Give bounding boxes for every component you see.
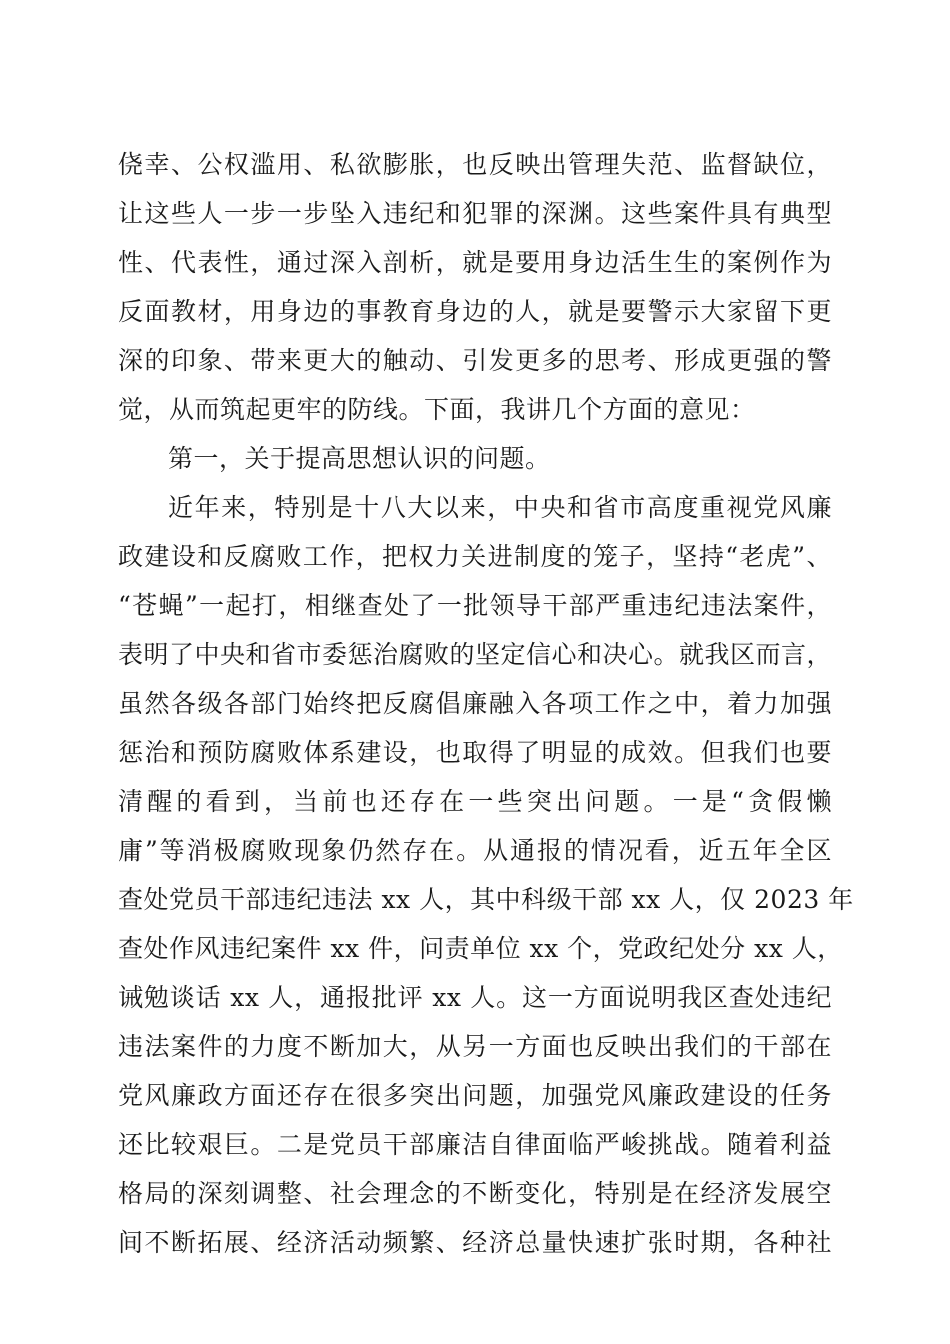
text-line: 让这些人一步一步坠入违纪和犯罪的深渊。这些案件具有典型 — [118, 199, 832, 228]
text-line: 格局的深刻调整、社会理念的不断变化，特别是在经济发展空 — [118, 1179, 832, 1208]
text-line: 侥幸、公权滥用、私欲膨胀，也反映出管理失范、监督缺位， — [118, 150, 832, 179]
text-line: 觉，从而筑起更牢的防线。下面，我讲几个方面的意见： — [118, 395, 756, 424]
text-line: 虽然各级各部门始终把反腐倡廉融入各项工作之中，着力加强 — [118, 689, 832, 718]
section-heading: 第一，关于提高思想认识的问题。 — [168, 444, 551, 473]
text-line: 惩治和预防腐败体系建设，也取得了明显的成效。但我们也要 — [118, 738, 832, 767]
text-line: 政建设和反腐败工作，把权力关进制度的笼子，坚持“老虎”、 — [118, 542, 832, 571]
text-line: 反面教材，用身边的事教育身边的人，就是要警示大家留下更 — [118, 297, 832, 326]
text-line: 查处作风违纪案件 xx 件，问责单位 xx 个，党政纪处分 xx 人， — [118, 934, 843, 963]
text-line: 深的印象、带来更大的触动、引发更多的思考、形成更强的警 — [118, 346, 832, 375]
text-line: 性、代表性，通过深入剖析，就是要用身边活生生的案例作为 — [118, 248, 832, 277]
text-line: 查处党员干部违纪违法 xx 人，其中科级干部 xx 人，仅 2023 年 — [118, 885, 854, 914]
text-line: 清醒的看到，当前也还存在一些突出问题。一是“贪假懒 — [118, 787, 832, 816]
text-line: “苍蝇”一起打，相继查处了一批领导干部严重违纪违法案件， — [118, 591, 832, 620]
text-line: 近年来，特别是十八大以来，中央和省市高度重视党风廉 — [168, 493, 832, 522]
text-line: 诫勉谈话 xx 人，通报批评 xx 人。这一方面说明我区查处违纪 — [118, 983, 832, 1012]
text-line: 表明了中央和省市委惩治腐败的坚定信心和决心。就我区而言， — [118, 640, 833, 669]
text-line: 违法案件的力度不断加大，从另一方面也反映出我们的干部在 — [118, 1032, 832, 1061]
text-line: 党风廉政方面还存在很多突出问题，加强党风廉政建设的任务 — [118, 1081, 832, 1110]
text-line: 还比较艰巨。二是党员干部廉洁自律面临严峻挑战。随着利益 — [118, 1130, 832, 1159]
text-line: 间不断拓展、经济活动频繁、经济总量快速扩张时期，各种社 — [118, 1228, 832, 1257]
text-line: 庸”等消极腐败现象仍然存在。从通报的情况看，近五年全区 — [118, 836, 832, 865]
